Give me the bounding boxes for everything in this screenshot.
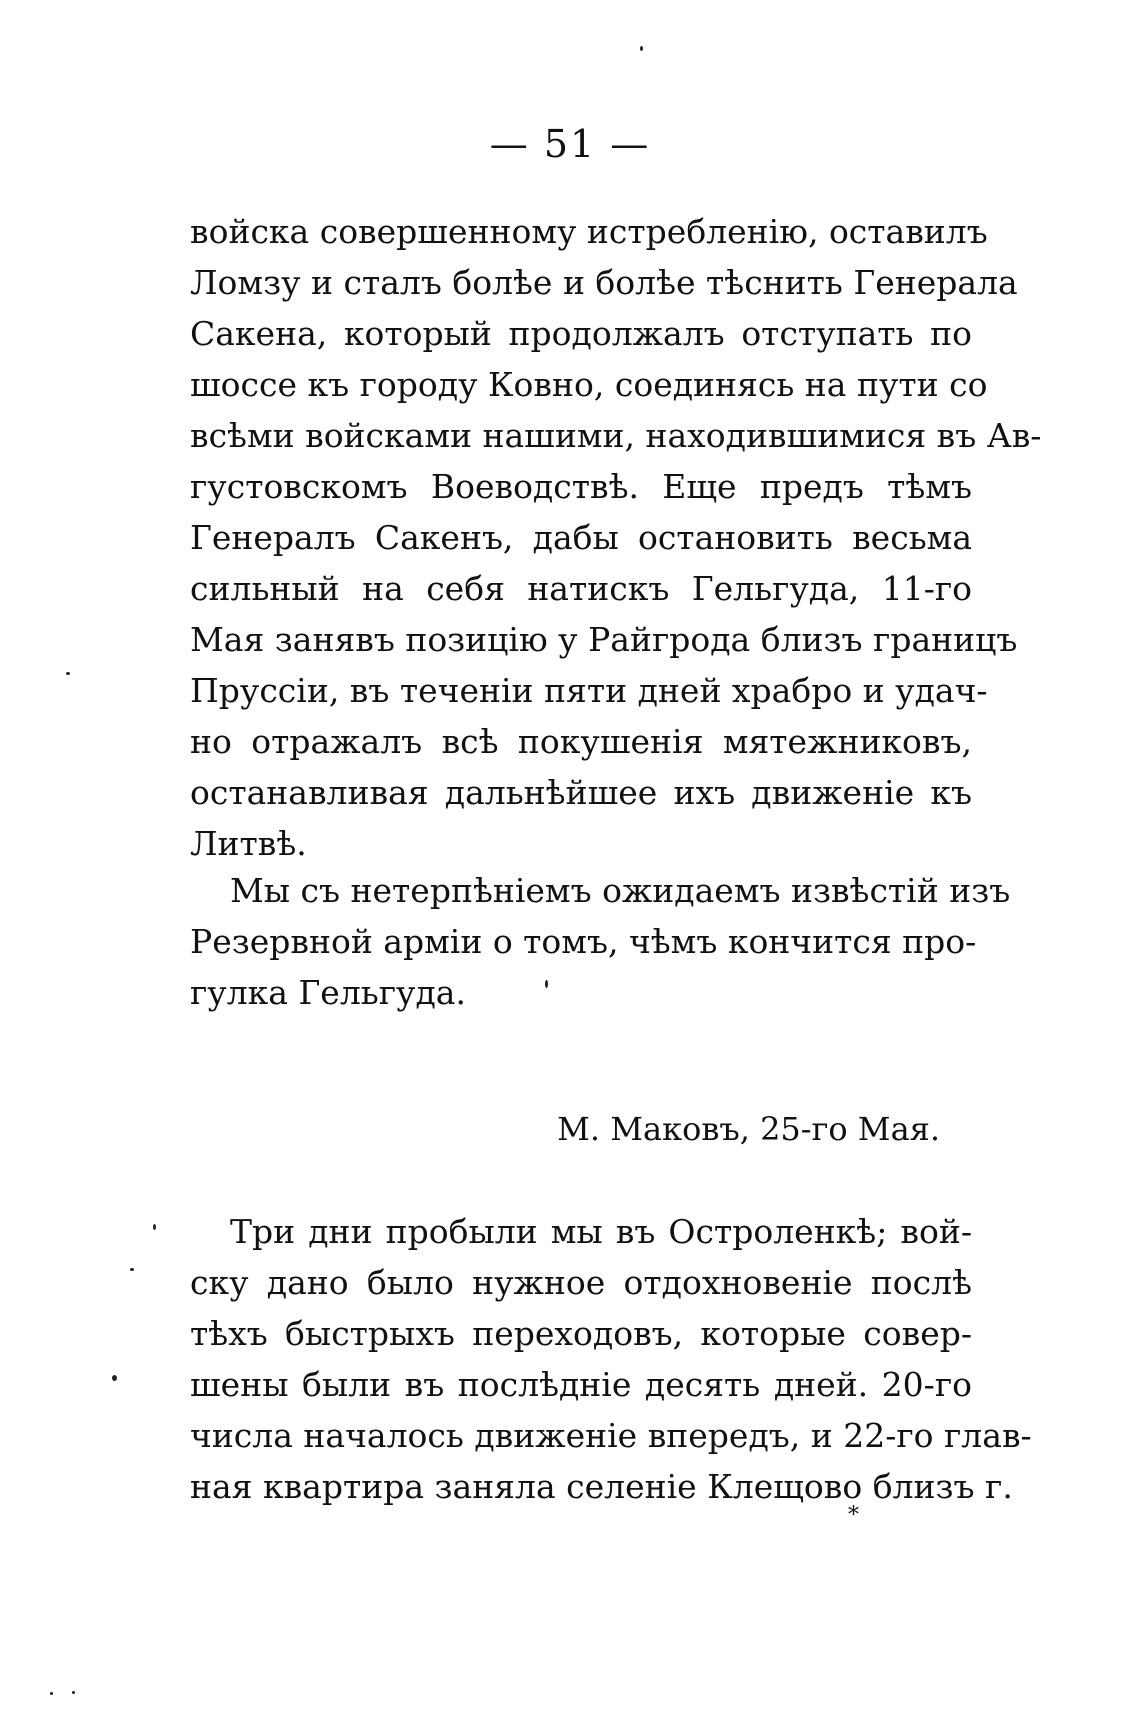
dateline: М. Маковъ, 25-го Мая. [557,1110,940,1148]
text-line: но отражалъ всѣ покушенія мятежниковъ, [190,722,972,761]
print-speck [130,1268,134,1271]
text-line: Литвѣ. [190,824,307,863]
text-line: Сакена, который продолжалъ отступать по [190,314,972,353]
text-line: всѣми войсками нашими, находившимися въ Ав- [190,416,1042,455]
print-speck [66,672,70,675]
signature-mark: * [848,1503,859,1528]
text-line: числа началось движеніе впередъ, и 22-го глав- [190,1416,1032,1455]
text-line: сильный на себя натискъ Гельгуда, 11-го [190,569,972,608]
text-line: ная квартира заняла селеніе Клещово близъ г. [190,1467,1013,1506]
text-line: Пруссіи, въ теченіи пяти дней храбро и удач- [190,671,988,710]
text-line: Генералъ Сакенъ, дабы остановить весьма [190,518,972,557]
text-line: густовскомъ Воеводствѣ. Еще предъ тѣмъ [190,467,972,506]
print-speck [153,1224,156,1230]
text-line: Ломзу и сталъ болѣе и болѣе тѣснить Генерала [190,263,1018,302]
print-speck [545,980,548,988]
text-line: останавливая дальнѣйшее ихъ движеніе къ [190,773,972,812]
text-line: ску дано было нужное отдохновеніе послѣ [190,1263,972,1302]
text-line: гулка Гельгуда. [190,973,466,1012]
text-line: Три дни пробыли мы въ Остроленкѣ; вой- [230,1212,972,1251]
print-speck [112,1375,117,1381]
page-number: — 51 — [489,122,651,166]
print-speck [640,46,643,51]
text-line: Резервной арміи о томъ, чѣмъ кончится про- [190,922,977,961]
print-speck [50,1692,53,1695]
text-line: шены были въ послѣдніе десять дней. 20-го [190,1365,972,1404]
paragraph-3 [190,1206,1032,1512]
text-line: шоссе къ городу Ковно, соединясь на пути со [190,365,988,404]
paragraph-2 [190,865,1011,1018]
print-speck [72,1691,75,1694]
text-line: тѣхъ быстрыхъ переходовъ, которые совер- [190,1314,972,1353]
text-line: Мая занявъ позицію у Райгрода близъ границъ [190,620,1018,659]
text-line: войска совершенному истребленію, оставилъ [190,212,988,251]
text-line: Мы съ нетерпѣніемъ ожидаемъ извѣстій изъ [230,871,1011,910]
paragraph-1 [190,206,1042,869]
